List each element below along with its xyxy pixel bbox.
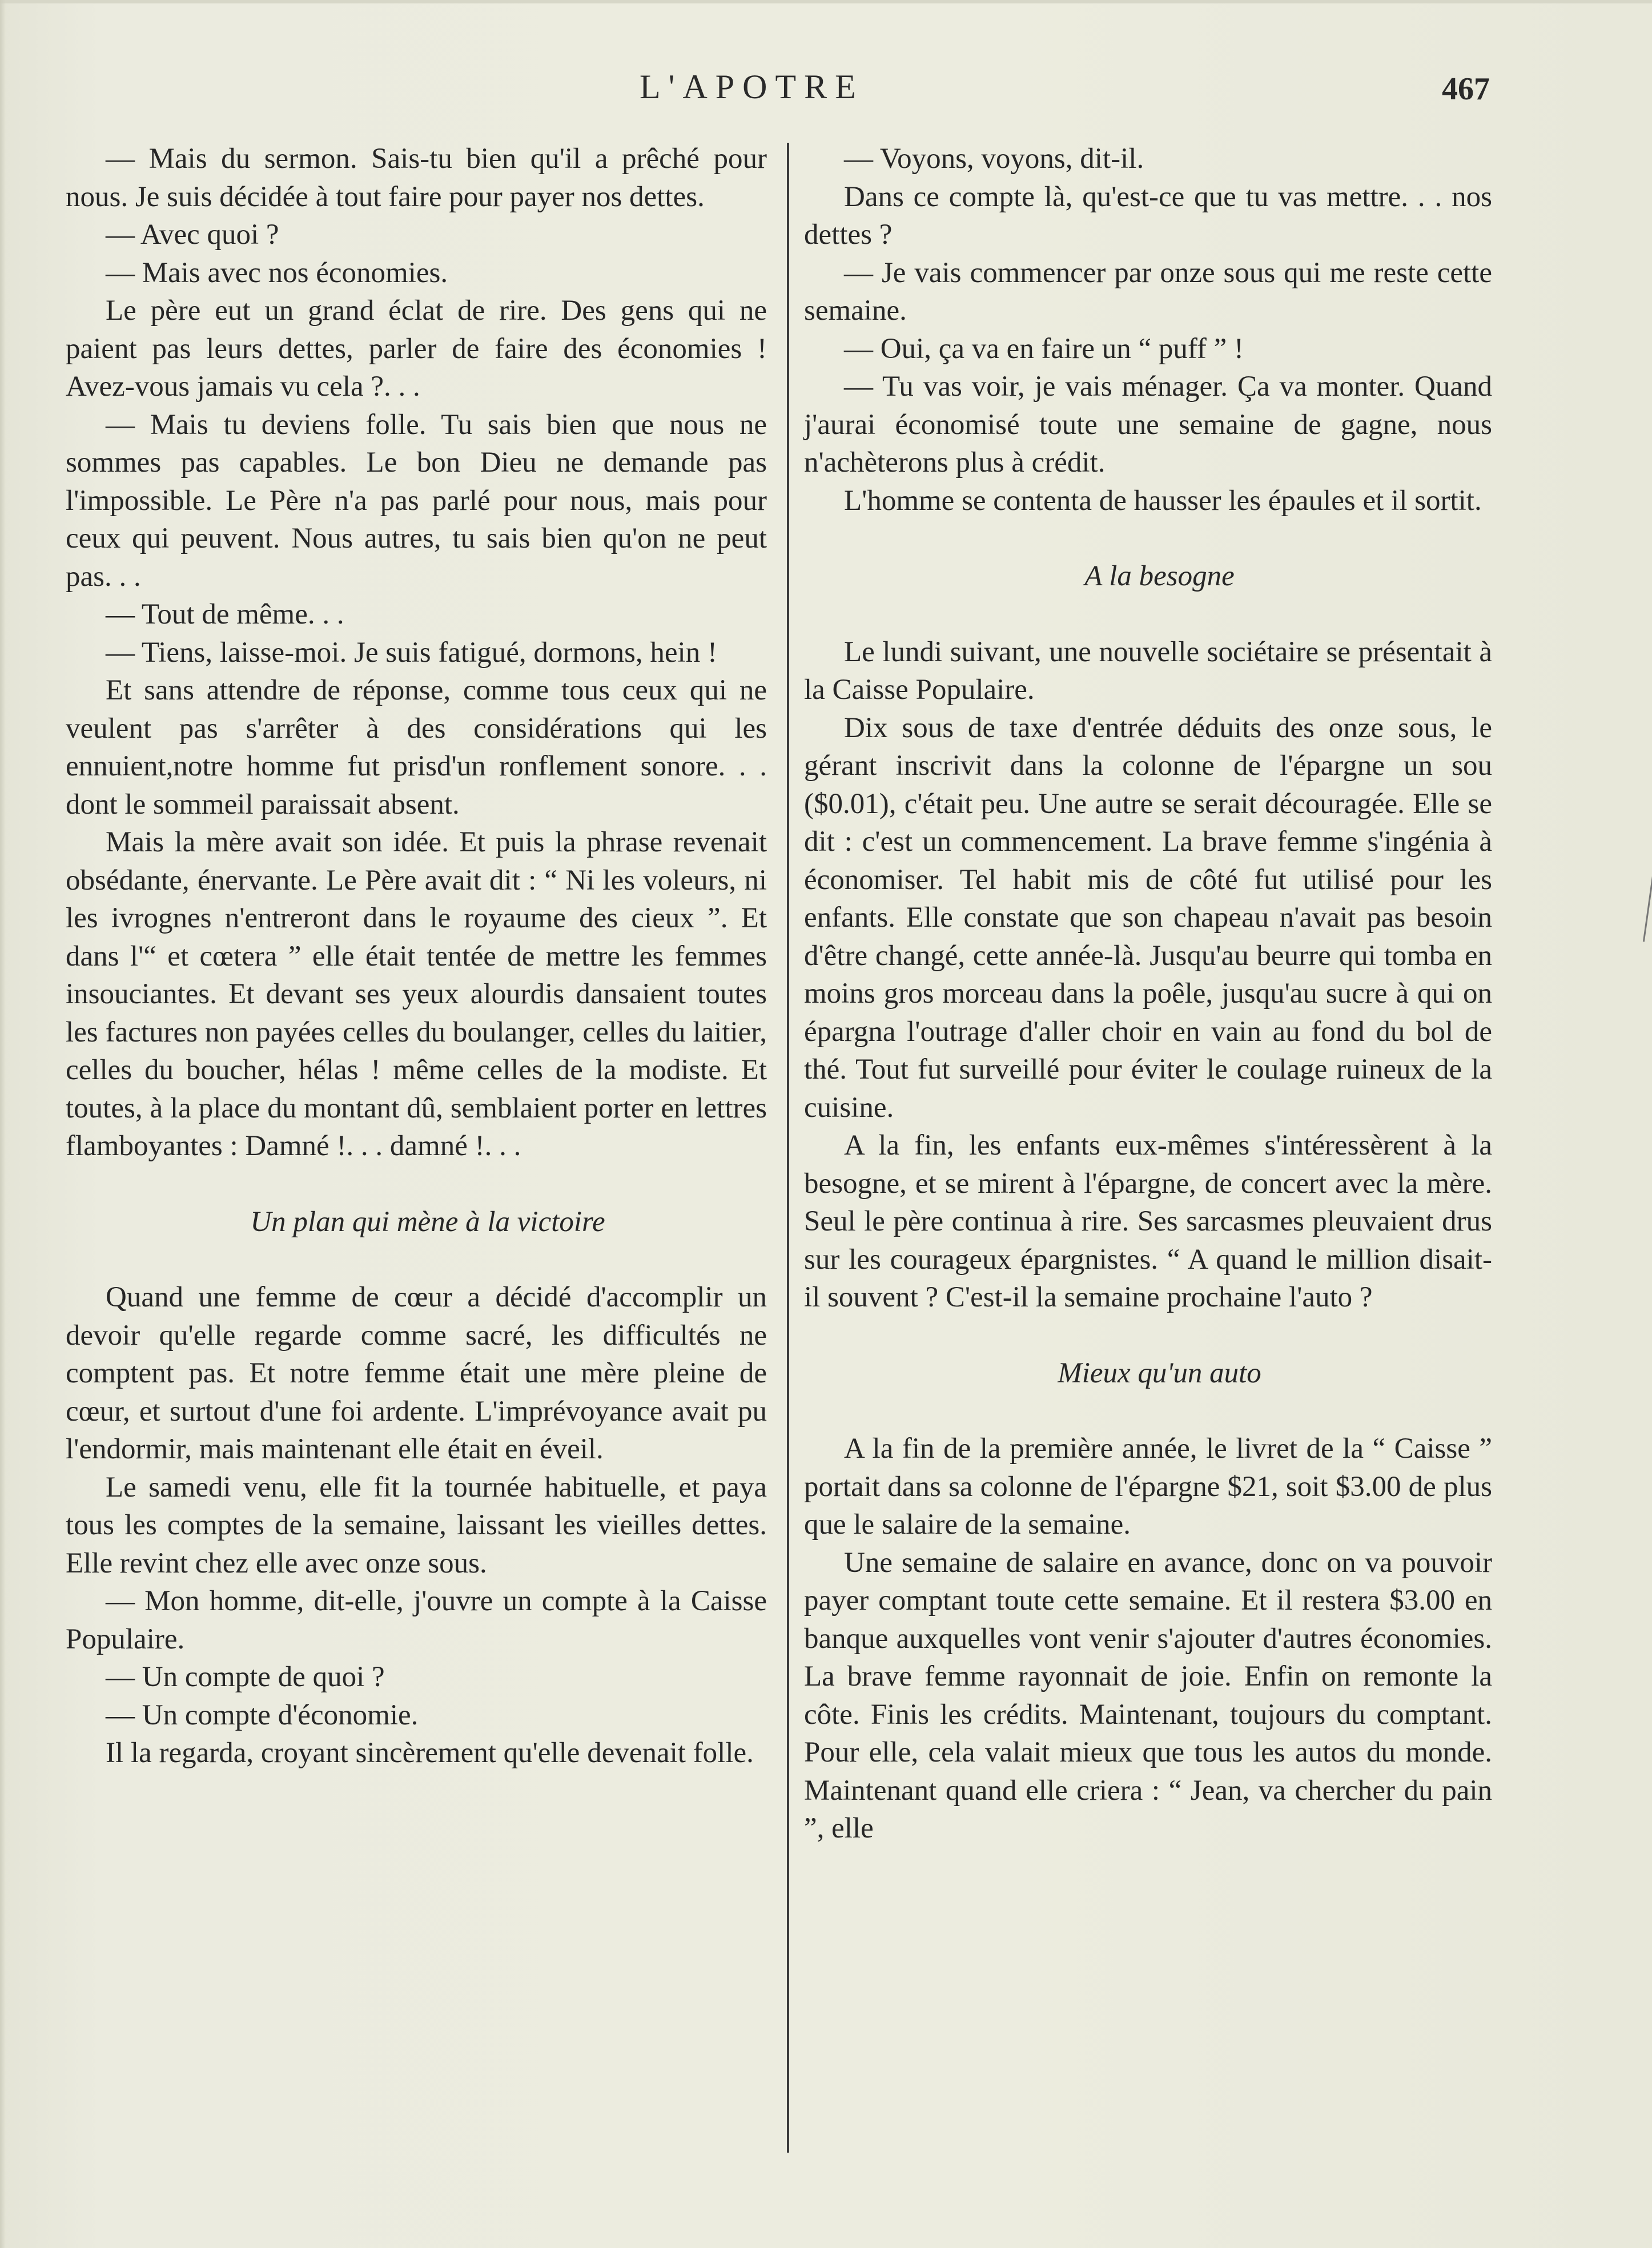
paragraph: — Un compte de quoi ?: [106, 1661, 385, 1693]
section-heading: A la besogne: [1084, 560, 1235, 592]
paragraph: Le samedi venu, elle fit la tournée habituelle, et paya tous les comptes de la semaine, laissant les vieilles dettes. Elle revint chez elle avec onze sous.: [66, 1471, 767, 1579]
page-top-edge: [0, 0, 1652, 3]
paragraph: Quand une femme de cœur a décidé d'accomplir un devoir qu'elle regarde comme sacré, les difficultés ne comptent pas. Et notre femme était une mère pleine de cœur, et surtout d'une foi ardente. L'imprévoyance avait pu l'endormir, mais maintenant elle était en éveil.: [66, 1281, 767, 1465]
running-head: L'APOTRE: [640, 68, 864, 106]
column-divider: [787, 143, 789, 2153]
left-column: [66, 140, 767, 1772]
paragraph: — Mon homme, dit-elle, j'ouvre un compte à la Caisse Populaire.: [66, 1585, 767, 1655]
paragraph: Et sans attendre de réponse, comme tous ceux qui ne veulent pas s'arrêter à des considérations qui les ennuient,notre homme fut prisd'un ronflement sonore. . . dont le sommeil paraissait absent.: [66, 674, 767, 821]
section-heading: Un plan qui mène à la victoire: [250, 1205, 605, 1238]
paragraph: Dans ce compte là, qu'est-ce que tu vas mettre. . . nos dettes ?: [804, 180, 1492, 251]
paragraph: — Avec quoi ?: [106, 219, 279, 251]
section-heading: Mieux qu'un auto: [1058, 1357, 1261, 1389]
paragraph: — Mais avec nos économies.: [106, 256, 448, 289]
paragraph: Le père eut un grand éclat de rire. Des gens qui ne paient pas leurs dettes, parler de faire des économies ! Avez-vous jamais vu cela ?. . .: [66, 295, 767, 403]
paragraph: — Je vais commencer par onze sous qui me reste cette semaine.: [804, 256, 1492, 327]
paragraph: L'homme se contenta de hausser les épaules et il sortit.: [844, 484, 1482, 517]
paragraph: A la fin, les enfants eux-mêmes s'intéressèrent à la besogne, et se mirent à l'épargne, de concert avec la mère. Seul le père continua à rire. Ses sarcasmes pleuvaient drus sur les courageux épargnistes. “ A quand le million disait-il souvent ? C'est-il la semaine prochaine l'auto ?: [804, 1129, 1492, 1313]
paragraph: Une semaine de salaire en avance, donc on va pouvoir payer comptant toute cette semaine. Et il restera $3.00 en banque auxquelles vont venir s'ajouter d'autres économies. La brave femme rayonnait de joie. Enfin on remonte la côte. Finis les crédits. Maintenant, toujours du comptant. Pour elle, cela valait mieux que tous les autos du monde. Maintenant quand elle criera : “ Jean, va chercher du pain ”, elle: [804, 1546, 1492, 1844]
right-column: [804, 140, 1492, 1848]
paragraph: A la fin de la première année, le livret de la “ Caisse ” portait dans sa colonne de l'épargne $21, soit $3.00 de plus que le salaire de la semaine.: [804, 1433, 1492, 1541]
paragraph: Le lundi suivant, une nouvelle sociétaire se présentait à la Caisse Populaire.: [804, 636, 1492, 706]
paragraph: Mais la mère avait son idée. Et puis la phrase revenait obsédante, énervante. Le Père avait dit : “ Ni les voleurs, ni les ivrognes n'entreront dans le royaume des cieux ”. Et dans l'“ et cœtera ” elle était tentée de mettre les femmes insouciantes. Et devant ses yeux alourdis dansaient toutes les factures non payées celles du boulanger, celles du laitier, celles du boucher, hélas ! même celles de la modiste. Et toutes, à la place du montant dû, semblaient porter en lettres flamboyantes : Damné !. . . damné !. . .: [66, 826, 767, 1162]
paragraph: — Oui, ça va en faire un “ puff ” !: [844, 332, 1244, 365]
page-left-edge: [0, 0, 6, 2248]
paragraph: — Un compte d'économie.: [106, 1699, 419, 1731]
paragraph: Dix sous de taxe d'entrée déduits des onze sous, le gérant inscrivit dans la colonne de l'épargne un sou ($0.01), c'était peu. Une autre se serait découragée. Elle se dit : c'est un commencement. La brave femme s'ingénia à économiser. Tel habit mis de côté fut utilisé pour les enfants. Elle constate que son chapeau n'avait pas besoin d'être changé, cette année-là. Jusqu'au beurre qui tomba en moins gros morceau dans la poêle, jusqu'au sucre à qui on épargna l'outrage d'aller choir en vain au fond du bol de thé. Tout fut surveillé pour éviter le coulage ruineux de la cuisine.: [804, 711, 1492, 1124]
paragraph: — Tu vas voir, je vais ménager. Ça va monter. Quand j'aurai économisé toute une semaine de gagne, nous n'achèterons plus à crédit.: [804, 371, 1492, 478]
paragraph: — Mais du sermon. Sais-tu bien qu'il a prêché pour nous. Je suis décidée à tout faire pour payer nos dettes.: [66, 143, 767, 213]
page-number: 467: [1442, 71, 1490, 107]
paragraph: — Voyons, voyons, dit-il.: [844, 143, 1144, 175]
paragraph: — Tiens, laisse-moi. Je suis fatigué, dormons, hein !: [106, 636, 717, 669]
paragraph: Il la regarda, croyant sincèrement qu'elle devenait folle.: [106, 1737, 754, 1769]
paragraph: — Mais tu deviens folle. Tu sais bien que nous ne sommes pas capables. Le bon Dieu ne demande pas l'impossible. Le Père n'a pas parlé pour nous, mais pour ceux qui peuvent. Nous autres, tu sais bien qu'on ne peut pas. . .: [66, 408, 767, 593]
margin-mark: [1643, 851, 1652, 942]
paragraph: — Tout de même. . .: [106, 598, 344, 630]
